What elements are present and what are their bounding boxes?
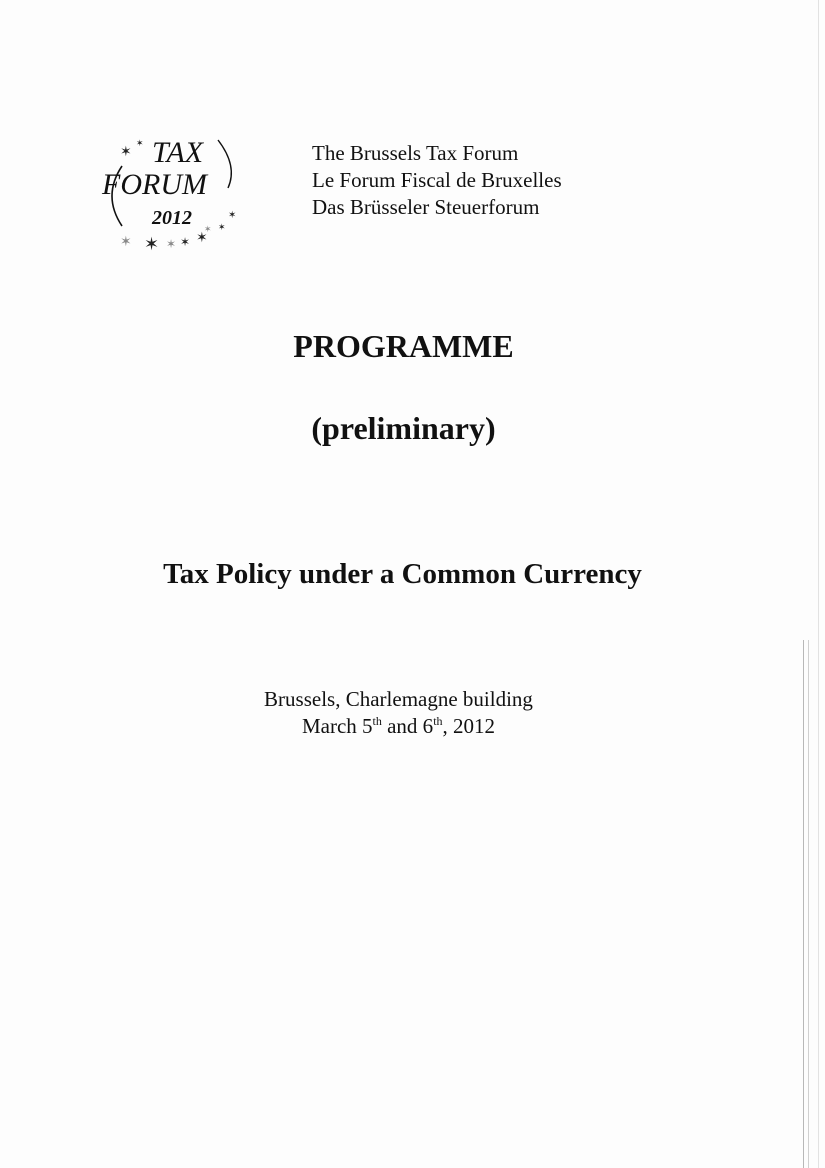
scan-edge-line bbox=[803, 640, 804, 1168]
svg-text:✶: ✶ bbox=[144, 234, 160, 254]
venue-date-sup2: th bbox=[433, 714, 443, 728]
scan-edge-line bbox=[808, 640, 809, 1168]
venue-place: Brussels, Charlemagne building bbox=[264, 687, 533, 711]
svg-text:✶: ✶ bbox=[218, 222, 226, 232]
venue-date bbox=[0, 713, 797, 740]
tax-forum-logo bbox=[100, 126, 240, 258]
venue-date-prefix: March 5 bbox=[301, 714, 373, 738]
programme-heading: PROGRAMME bbox=[293, 328, 514, 364]
venue-date-sup1: th bbox=[372, 714, 382, 728]
logo-line1: TAX bbox=[152, 136, 204, 169]
svg-text:✶: ✶ bbox=[180, 235, 191, 249]
document-title: Tax Policy under a Common Currency bbox=[163, 558, 642, 590]
svg-text:✶: ✶ bbox=[120, 235, 132, 250]
svg-text:✶: ✶ bbox=[166, 237, 177, 251]
forum-name-de: Das Brüsseler Steuerforum bbox=[312, 195, 540, 219]
svg-text:✶: ✶ bbox=[204, 224, 212, 234]
logo-year: 2012 bbox=[152, 207, 192, 229]
venue-block bbox=[0, 686, 797, 740]
forum-name-fr: Le Forum Fiscal de Bruxelles bbox=[312, 168, 562, 192]
scan-edge-line bbox=[818, 0, 819, 1168]
svg-text:✶: ✶ bbox=[136, 138, 144, 148]
svg-text:✶: ✶ bbox=[228, 210, 237, 221]
venue-date-mid: and 6 bbox=[381, 714, 434, 738]
svg-text:✶: ✶ bbox=[196, 231, 208, 246]
forum-name-en: The Brussels Tax Forum bbox=[312, 141, 519, 165]
preliminary-heading: (preliminary) bbox=[311, 410, 496, 446]
logo-line2: FORUM bbox=[102, 168, 207, 201]
svg-text:✶: ✶ bbox=[120, 145, 132, 160]
forum-names-block bbox=[312, 140, 562, 221]
venue-date-suffix: , 2012 bbox=[442, 714, 496, 738]
